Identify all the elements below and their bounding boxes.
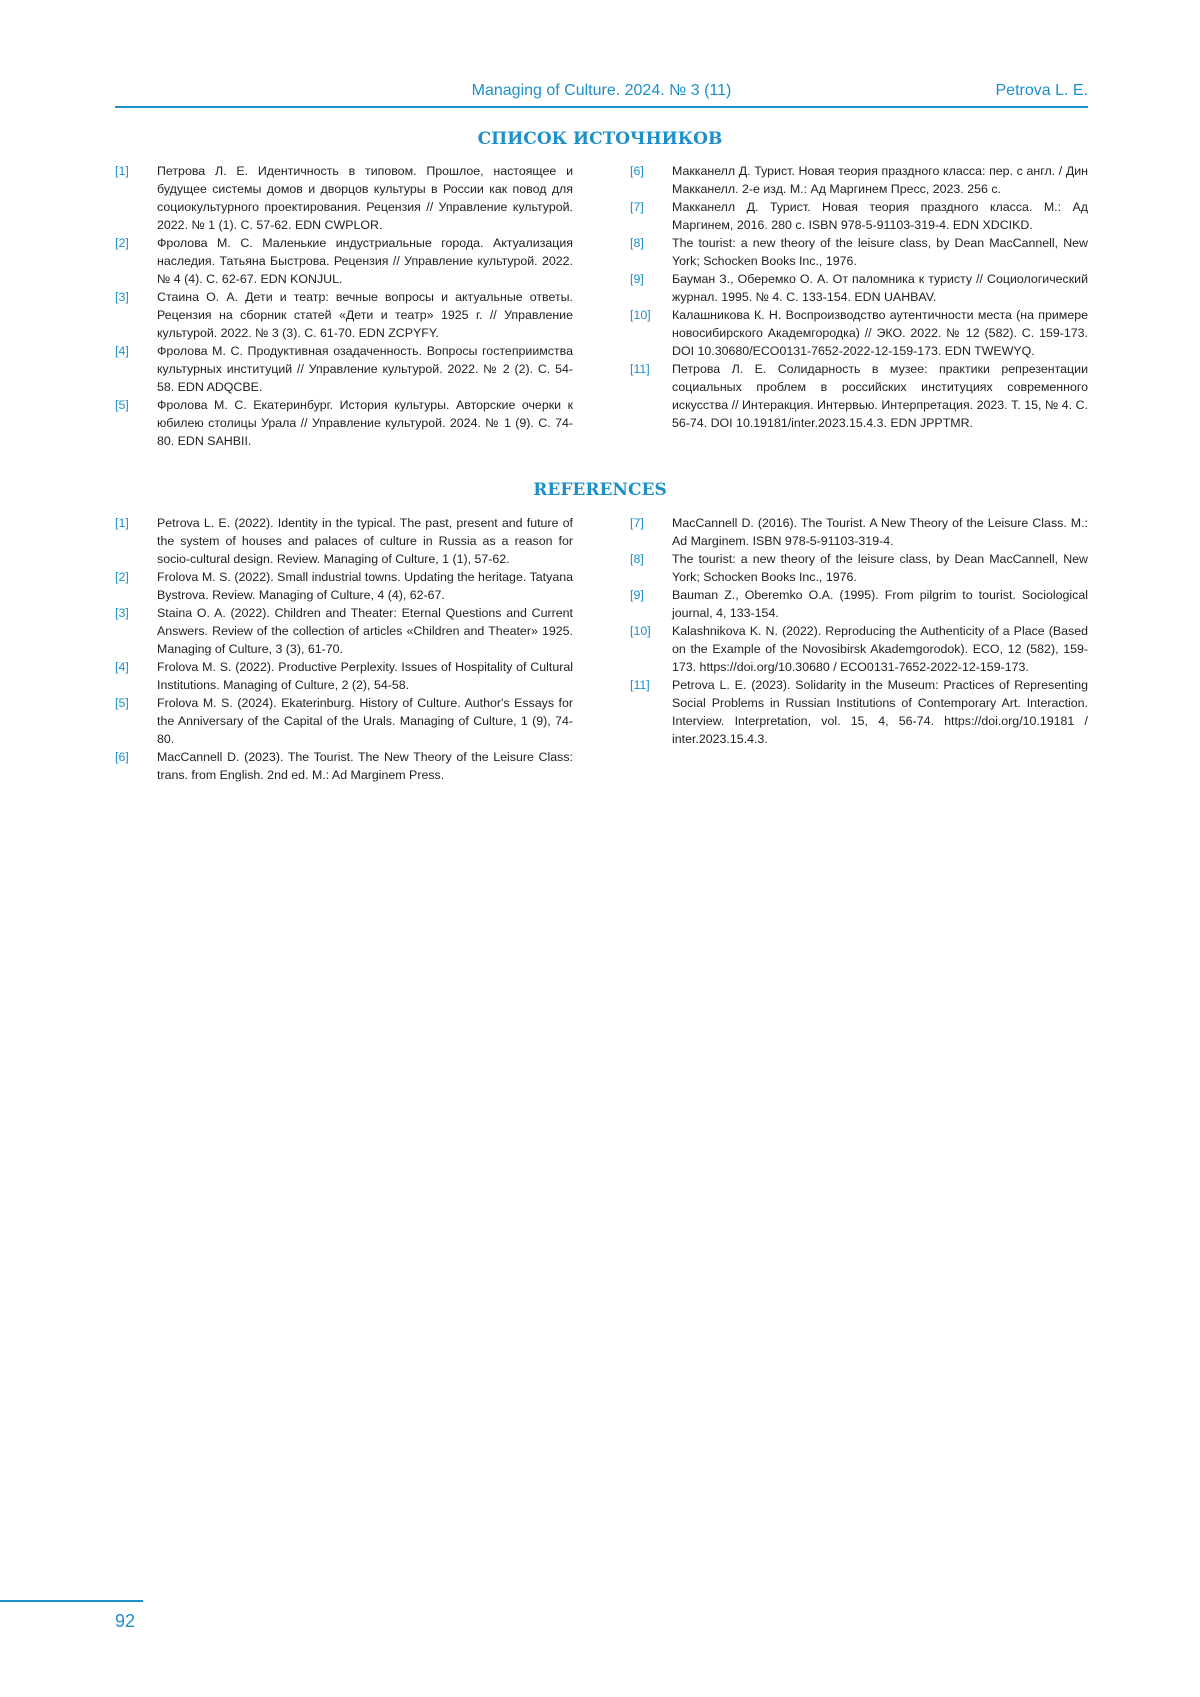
ref-number: [11] [630, 362, 650, 376]
ref-text: Petrova L. E. (2022). Identity in the typical. The past, present and future of the system of houses and palaces of culture in Russia as a reason for socio-cultural design. Review. Managing of Culture, 1 (1), 57-62. [157, 516, 573, 566]
ref-text: Стаина О. А. Дети и театр: вечные вопросы и актуальные ответы. Рецензия на сборник статей «Дети и театр» 1925 г. // Управление культурой. 2022. № 3 (3). С. 61-70. EDN ZCPYFY. [157, 290, 573, 340]
ref-text: Bauman Z., Oberemko O.A. (1995). From pilgrim to tourist. Sociological journal, 4, 133-154. [672, 588, 1088, 620]
ref-text: Frolova M. S. (2024). Ekaterinburg. History of Culture. Author's Essays for the Anniversary of the Capital of the Urals. Managing of Culture, 1 (9), 74-80. [157, 696, 573, 746]
ref-text: MacCannell D. (2023). The Tourist. The New Theory of the Leisure Class: trans. from English. 2nd ed. M.: Ad Marginem Press. [157, 750, 573, 782]
ref-number: [1] [115, 164, 129, 178]
ref-number: [10] [630, 624, 651, 638]
ref-text: The tourist: a new theory of the leisure class, by Dean MacCannell, New York; Schocken Books Inc., 1976. [672, 236, 1088, 268]
ref-number: [5] [115, 696, 129, 710]
ref-text: Бауман З., Оберемко О. А. От паломника к туристу // Социологический журнал. 1995. № 4. С. 133-154. EDN UAHBAV. [672, 272, 1088, 304]
source-item [630, 360, 1088, 432]
ref-text: Макканелл Д. Турист. Новая теория праздного класса. М.: Ад Маргинем, 2016. 280 с. ISBN 978-5-91103-319-4. EDN XDCIKD. [672, 200, 1088, 232]
ref-number: [6] [115, 750, 129, 764]
ref-number: [1] [115, 516, 129, 530]
references-column-left [115, 514, 573, 784]
ref-number: [7] [630, 200, 644, 214]
source-item [630, 198, 1088, 234]
ref-number: [2] [115, 236, 129, 250]
footer-divider [0, 1600, 143, 1602]
ref-number: [3] [115, 290, 129, 304]
ref-text: Frolova M. S. (2022). Small industrial towns. Updating the heritage. Tatyana Bystrova. Review. Managing of Culture, 4 (4), 62-67. [157, 570, 573, 602]
source-item [630, 306, 1088, 360]
source-item [630, 234, 1088, 270]
source-item [115, 396, 573, 450]
ref-text: Макканелл Д. Турист. Новая теория праздного класса: пер. с англ. / Дин Макканелл. 2-е изд. М.: Ад Маргинем Пресс, 2023. 256 с. [672, 164, 1088, 196]
ref-number: [4] [115, 344, 129, 358]
ref-text: The tourist: a new theory of the leisure class, by Dean MacCannell, New York; Schocken Books Inc., 1976. [672, 552, 1088, 584]
sources-column-right [630, 162, 1088, 432]
reference-item [115, 568, 573, 604]
ref-text: Фролова М. С. Маленькие индустриальные города. Актуализация наследия. Татьяна Быстрова. Рецензия // Управление культурой. 2022. № 4 (4). С. 62-67. EDN KONJUL. [157, 236, 573, 286]
ref-text: Фролова М. С. Екатеринбург. История культуры. Авторские очерки к юбилею столицы Урала // Управление культурой. 2024. № 1 (9). С. 74-80. EDN SAHBII. [157, 398, 573, 448]
sources-column-left [115, 162, 573, 450]
ref-number: [11] [630, 678, 650, 692]
reference-item [115, 694, 573, 748]
reference-item [115, 748, 573, 784]
ref-text: Petrova L. E. (2023). Solidarity in the Museum: Practices of Representing Social Problems in Russian Institutions of Contemporary Art. Interaction. Interview. Interpretation, vol. 15, 4, 56-74. https://doi.org/10.19181 / inter.2023.15.4.3. [672, 678, 1088, 746]
source-item [115, 234, 573, 288]
reference-item [630, 550, 1088, 586]
author-name: Petrova L. E. [995, 82, 1088, 99]
ref-number: [5] [115, 398, 129, 412]
ref-number: [2] [115, 570, 129, 584]
running-header [115, 80, 1088, 108]
source-item [115, 342, 573, 396]
references-heading: REFERENCES [533, 480, 667, 500]
sources-heading: СПИСОК ИСТОЧНИКОВ [477, 129, 723, 149]
ref-number: [8] [630, 236, 644, 250]
ref-number: [3] [115, 606, 129, 620]
journal-title: Managing of Culture. 2024. № 3 (11) [471, 82, 732, 99]
ref-text: Kalashnikova K. N. (2022). Reproducing the Authenticity of a Place (Based on the Example of the Novosibirsk Akademgorodok). ECO, 12 (582), 159-173. https://doi.org/10.30680 / ECO0131-7652-2022-12-159-173. [672, 624, 1088, 674]
ref-number: [10] [630, 308, 651, 322]
ref-text: Frolova M. S. (2022). Productive Perplexity. Issues of Hospitality of Cultural Institutions. Managing of Culture, 2 (2), 54-58. [157, 660, 573, 692]
page-number: 92 [115, 1611, 136, 1631]
ref-text: MacCannell D. (2016). The Tourist. A New Theory of the Leisure Class. M.: Ad Marginem. ISBN 978-5-91103-319-4. [672, 516, 1088, 548]
source-item [630, 270, 1088, 306]
ref-text: Фролова М. С. Продуктивная озадаченность. Вопросы гостеприимства культурных институций // Управление культурой. 2022. № 2 (2). С. 54-58. EDN ADQCBE. [157, 344, 573, 394]
ref-number: [9] [630, 588, 644, 602]
references-column-right [630, 514, 1088, 748]
ref-number: [8] [630, 552, 644, 566]
reference-item [630, 676, 1088, 748]
ref-number: [6] [630, 164, 644, 178]
ref-number: [4] [115, 660, 129, 674]
reference-item [630, 622, 1088, 676]
ref-text: Петрова Л. Е. Солидарность в музее: практики репрезентации социальных проблем в российских институциях современного искусства // Интеракция. Интервью. Интерпретация. 2023. Т. 15, № 4. С. 56-74. DOI 10.19181/inter.2023.15.4.3. EDN JPPTMR. [672, 362, 1088, 430]
reference-item [115, 604, 573, 658]
source-item [115, 288, 573, 342]
reference-item [115, 514, 573, 568]
ref-text: Петрова Л. Е. Идентичность в типовом. Прошлое, настоящее и будущее системы домов и дворцов культуры в России как повод для социокультурного проектирования. Рецензия // Управление культурой. 2022. № 1 (1). С. 57-62. EDN CWPLOR. [157, 164, 573, 232]
reference-item [630, 586, 1088, 622]
source-item [115, 162, 573, 234]
reference-item [115, 658, 573, 694]
reference-item [630, 514, 1088, 550]
ref-number: [9] [630, 272, 644, 286]
ref-number: [7] [630, 516, 644, 530]
ref-text: Staina O. A. (2022). Children and Theater: Eternal Questions and Current Answers. Review of the collection of articles «Children and Theater» 1925. Managing of Culture, 3 (3), 61-70. [157, 606, 573, 656]
source-item [630, 162, 1088, 198]
ref-text: Калашникова К. Н. Воспроизводство аутентичности места (на примере новосибирского Академгородка) // ЭКО. 2022. № 12 (582). С. 159-173. DOI 10.30680/ECO0131-7652-2022-12-159-173. EDN TWEWYQ. [672, 308, 1088, 358]
